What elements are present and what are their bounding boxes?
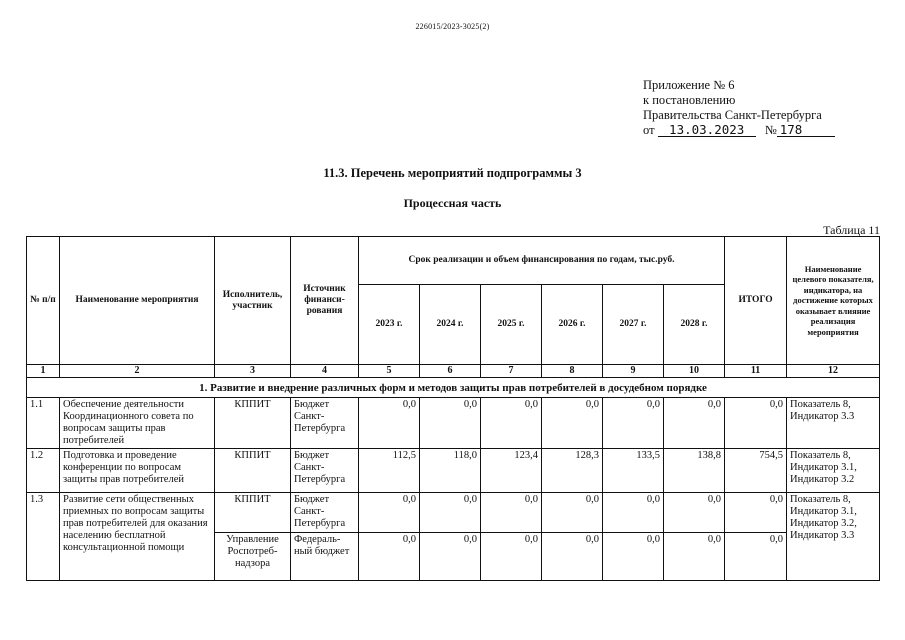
value-2026: 0,0 [542,493,603,533]
value-2027: 0,0 [603,398,664,449]
activity-name: Развитие сети общественных приемных по вопросам защиты прав потребителей для оказания населению бесплатной консультационной помощи [60,493,215,581]
header-year: 2027 г. [603,285,664,365]
value-2025: 0,0 [481,533,542,581]
header-year: 2028 г. [664,285,725,365]
column-number: 11 [725,365,787,378]
appendix-block [643,78,883,138]
value-2024: 118,0 [420,449,481,493]
row-number: 1.2 [27,449,60,493]
value-2024: 0,0 [420,398,481,449]
header-year: 2023 г. [359,285,420,365]
appendix-line-1: Приложение № 6 [643,78,735,92]
value-2026: 128,3 [542,449,603,493]
column-number: 4 [291,365,359,378]
value-2028: 0,0 [664,398,725,449]
executor: КППИТ [215,449,291,493]
value-2026: 0,0 [542,398,603,449]
header-year: 2025 г. [481,285,542,365]
value-total: 754,5 [725,449,787,493]
table-row [27,398,880,449]
appendix-line-2: к постановлению [643,93,736,107]
executor: Управление Роспотреб-надзора [215,533,291,581]
from-label: от [643,123,655,137]
row-number: 1.1 [27,398,60,449]
header-source: Источник финанси-рования [291,237,359,365]
column-number: 2 [60,365,215,378]
value-2025: 0,0 [481,493,542,533]
header-row-1 [27,237,880,285]
funding-source: Федераль-ный бюджет [291,533,359,581]
value-total: 0,0 [725,493,787,533]
value-2023: 112,5 [359,449,420,493]
table-row [27,449,880,493]
header-year: 2024 г. [420,285,481,365]
funding-source: Бюджет Санкт-Петербурга [291,493,359,533]
value-2025: 123,4 [481,449,542,493]
header-name: Наименование мероприятия [60,237,215,365]
funding-source: Бюджет Санкт-Петербурга [291,449,359,493]
value-2027: 0,0 [603,533,664,581]
executor: КППИТ [215,398,291,449]
column-number: 5 [359,365,420,378]
row-number: 1.3 [27,493,60,581]
funding-source: Бюджет Санкт-Петербурга [291,398,359,449]
activity-name: Подготовка и проведение конференции по вопросам защиты прав потребителей [60,449,215,493]
value-2028: 0,0 [664,533,725,581]
indicator: Показатель 8, Индикатор 3.1, Индикатор 3.2 [787,449,880,493]
resolution-number: 178 [777,123,835,137]
number-label: № [764,123,777,137]
table-label: Таблица 11 [823,223,880,237]
column-number: 3 [215,365,291,378]
value-2027: 0,0 [603,493,664,533]
indicator: Показатель 8, Индикатор 3.3 [787,398,880,449]
value-2023: 0,0 [359,493,420,533]
column-number: 10 [664,365,725,378]
indicator: Показатель 8, Индикатор 3.1, Индикатор 3.2, Индикатор 3.3 [787,493,880,581]
header-no: № п/п [27,237,60,365]
section-title: 1. Развитие и внедрение различных форм и методов защиты прав потребителей в досудебном порядке [27,378,880,398]
section-subheading: Процессная часть [403,196,502,210]
column-number: 7 [481,365,542,378]
document-registration-number: 226015/2023-3025(2) [415,22,490,31]
value-total: 0,0 [725,398,787,449]
value-2028: 138,8 [664,449,725,493]
activity-name: Обеспечение деятельности Координационного совета по вопросам защиты прав потребителей [60,398,215,449]
header-indicator: Наименование целевого показателя, индикатора, на достижение которых оказывает влияние реализация мероприятия [787,237,880,365]
value-2024: 0,0 [420,533,481,581]
executor: КППИТ [215,493,291,533]
section-row [27,378,880,398]
column-number: 9 [603,365,664,378]
header-executor: Исполнитель, участник [215,237,291,365]
resolution-date: 13.03.2023 [658,123,756,137]
header-total: ИТОГО [725,237,787,365]
column-number: 1 [27,365,60,378]
value-2023: 0,0 [359,533,420,581]
header-year: 2026 г. [542,285,603,365]
value-2027: 133,5 [603,449,664,493]
value-2025: 0,0 [481,398,542,449]
value-2026: 0,0 [542,533,603,581]
activities-table [26,236,880,581]
column-number: 6 [420,365,481,378]
appendix-date-line [643,123,883,138]
table-row [27,493,880,533]
appendix-line-3: Правительства Санкт-Петербурга [643,108,822,122]
value-2028: 0,0 [664,493,725,533]
header-period: Срок реализации и объем финансирования по годам, тыс.руб. [359,237,725,285]
value-2023: 0,0 [359,398,420,449]
column-number: 8 [542,365,603,378]
section-heading: 11.3. Перечень мероприятий подпрограммы 3 [323,166,582,180]
value-2024: 0,0 [420,493,481,533]
value-total: 0,0 [725,533,787,581]
column-number-row [27,365,880,378]
column-number: 12 [787,365,880,378]
